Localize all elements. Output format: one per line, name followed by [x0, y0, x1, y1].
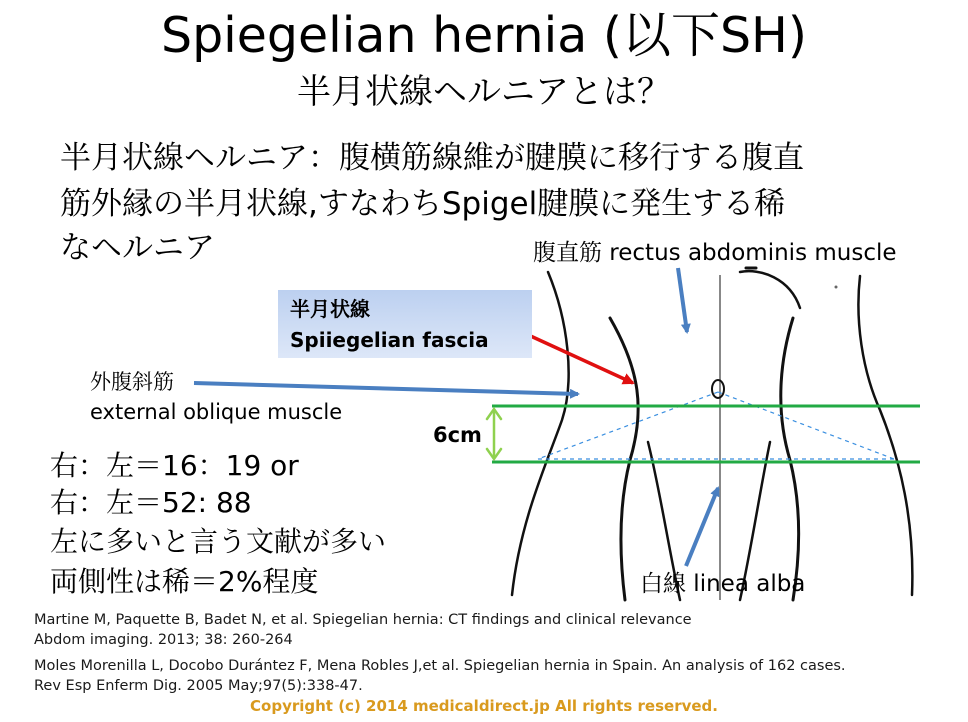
navel — [712, 380, 724, 398]
torso-outline — [512, 268, 912, 600]
linea-alba-label: 白線 linea alba — [640, 571, 806, 597]
fascia-label-en: Spiiegelian fascia — [290, 328, 489, 352]
slide-title: Spiegelian hernia (以下SH) — [160, 7, 808, 64]
reference-2-line-2: Rev Esp Enferm Dig. 2005 May;97(5):338-47. — [34, 678, 363, 694]
small-dot — [835, 286, 838, 289]
distance-arrow — [487, 409, 501, 459]
ratio-line-1: 右：左＝16：19 or — [50, 449, 299, 482]
definition-line-3: なヘルニア — [60, 230, 215, 266]
definition-line-2: 筋外縁の半月状線,すなわちSpigel腱膜に発生する稀 — [60, 186, 786, 222]
reference-1-line-2: Abdom imaging. 2013; 38: 260-264 — [34, 632, 293, 648]
rectus-label: 腹直筋 rectus abdominis muscle — [533, 240, 897, 266]
rectus-arrow — [678, 268, 687, 332]
slide-subtitle: 半月状線ヘルニアとは？ — [297, 72, 671, 112]
copyright-notice: Copyright (c) 2014 medicaldirect.jp All rights reserved. — [250, 697, 718, 715]
reference-1-line-1: Martine M, Paquette B, Badet N, et al. Spiegelian hernia: CT findings and clinical relevance — [34, 612, 692, 628]
fascia-arrow — [524, 333, 633, 383]
note-line-2: 両側性は稀＝2%程度 — [50, 565, 319, 598]
definition-line-1: 半月状線ヘルニア：腹横筋線維が腱膜に移行する腹直 — [60, 140, 804, 176]
oblique-arrow — [194, 383, 578, 394]
fascia-label-jp: 半月状線 — [290, 297, 370, 321]
oblique-label-en: external oblique muscle — [90, 400, 343, 424]
oblique-label-jp: 外腹斜筋 — [90, 370, 174, 394]
reference-2-line-1: Moles Morenilla L, Docobo Durántez F, Mena Robles J,et al. Spiegelian hernia in Spain. An analysis of 162 cases. — [34, 658, 846, 674]
distance-label: 6cm — [433, 423, 482, 447]
linea-alba-arrow — [686, 488, 718, 566]
spinoumbilical-lines — [538, 392, 894, 459]
note-line-1: 左に多いと言う文献が多い — [50, 525, 387, 558]
ratio-line-2: 右：左＝52: 88 — [50, 486, 252, 519]
